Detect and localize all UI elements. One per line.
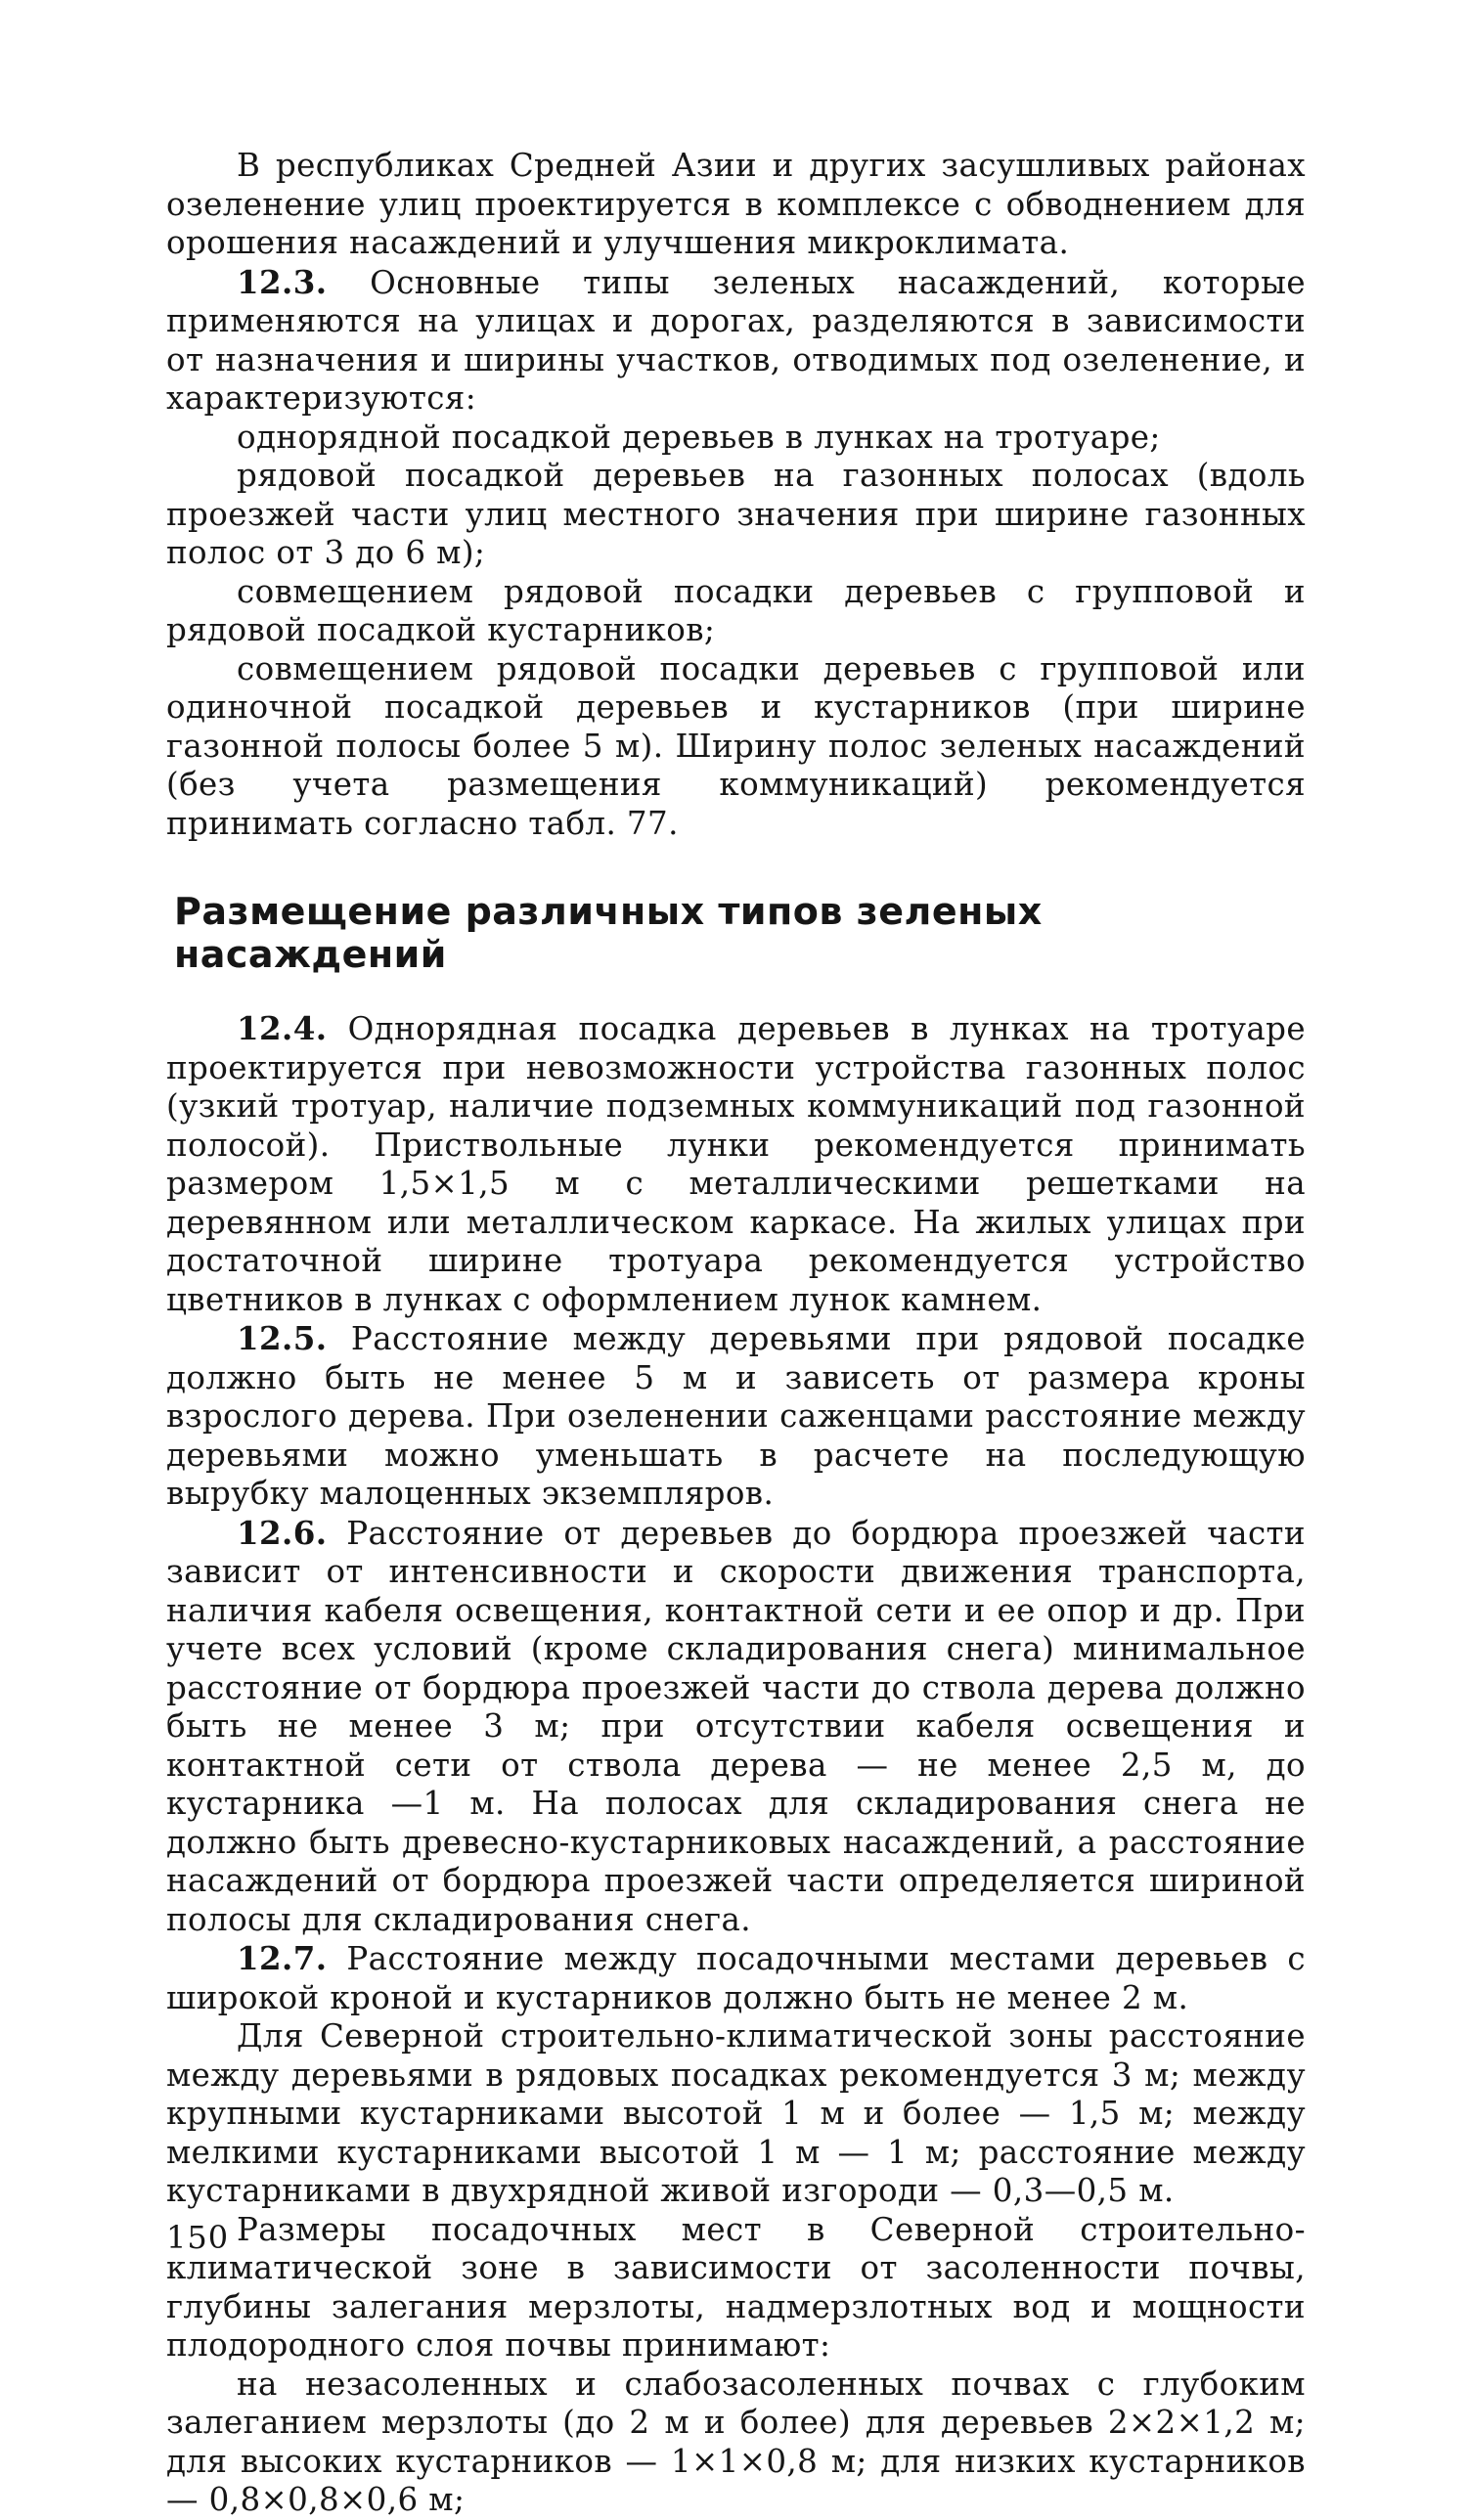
paragraph-text: Расстояние между посадочными местами деревьев с широкой кроной и кустарников должно быть не менее 2 м. [166, 1940, 1306, 2016]
paragraph-12-5 [166, 1319, 1306, 1514]
list-item-text: совмещением рядовой посадки деревьев с групповой или одиночной посадкой деревьев и кустарников (при ширине газонной полосы более 5 м). Ширину полос зеленых насаждений (без учета размещения коммуникаций) рекомендуется принимать согласно табл. 77. [166, 649, 1306, 842]
section-number: 12.7. [237, 1939, 328, 1977]
paragraph-12-3 [166, 263, 1306, 419]
section-number: 12.4. [237, 1009, 328, 1047]
section-number: 12.5. [237, 1319, 328, 1357]
section-number: 12.6. [237, 1513, 328, 1552]
paragraph-intro [166, 147, 1306, 263]
list-item-text: совмещением рядовой посадки деревьев с групповой и рядовой посадкой кустарников; [166, 572, 1306, 648]
list-item-text: однорядной посадкой деревьев в лунках на тротуаре; [237, 418, 1161, 456]
list-item [166, 573, 1306, 650]
text-block-bottom [166, 1009, 1306, 2520]
section-number: 12.3. [237, 262, 328, 301]
paragraph-north-zone [166, 2017, 1306, 2211]
page-number: 150 [166, 2219, 230, 2256]
document-page [166, 147, 1306, 2518]
paragraph-text: Размеры посадочных мест в Северной строительно-климатической зоне в зависимости от засоленности почвы, глубины залегания мерзлоты, надмерзлотных вод и мощности плодородного слоя почвы принимают: [166, 2210, 1306, 2364]
list-item [166, 457, 1306, 573]
paragraph-12-7 [166, 1939, 1306, 2017]
paragraph-text: Основные типы зеленых насаждений, которые применяются на улицах и дорогах, разделяются в зависимости от назначения и ширины участков, отводимых под озеленение, и характеризуются: [166, 263, 1306, 417]
list-item [166, 419, 1306, 458]
paragraph-text: В республиках Средней Азии и других засушливых районах озеленение улиц проектируется в комплексе с обводнением для орошения насаждений и улучшения микроклимата. [166, 147, 1306, 261]
list-item-text: рядовой посадкой деревьев на газонных полосах (вдоль проезжей части улиц местного значения при ширине газонных полос от 3 до 6 м); [166, 457, 1306, 571]
paragraph-text: Расстояние между деревьями при рядовой посадке должно быть не менее 5 м и зависеть от размера кроны взрослого дерева. При озеленении саженцами расстояние между деревьями можно уменьшать в расчете на последующую вырубку малоценных экземпляров. [166, 1320, 1306, 1512]
paragraph-planting-sizes [166, 2211, 1306, 2365]
list-item-text: на незасоленных и слабозасоленных почвах с глубоким залеганием мерзлоты (до 2 м и более) для деревьев 2×2×1,2 м; для высоких кустарников — 1×1×0,8 м; для низких кустарников — 0,8×0,8×0,6 м; [166, 2365, 1306, 2518]
text-block-top [166, 147, 1306, 843]
paragraph-text: Расстояние от деревьев до бордюра проезжей части зависит от интенсивности и скорости движения транспорта, наличия кабеля освещения, контактной сети и ее опор и др. При учете всех условий (кроме складирования снега) минимальное расстояние от бордюра проезжей части до ствола дерева должно быть не менее 3 м; при отсутствии кабеля освещения и контактной сети от ствола дерева — не менее 2,5 м, до кустарника —1 м. На полосах для складирования снега не должно быть древесно-кустарниковых насаждений, а расстояние насаждений от бордюра проезжей части определяется шириной полосы для складирования снега. [166, 1514, 1306, 1938]
paragraph-12-6 [166, 1514, 1306, 1940]
paragraph-text: Однорядная посадка деревьев в лунках на тротуаре проектируется при невозможности устройства газонных полос (узкий тротуар, наличие подземных коммуникаций под газонной полосой). Приствольные лунки рекомендуется принимать размером 1,5×1,5 м с металлическими решетками на деревянном или металлическом каркасе. На жилых улицах при достаточной ширине тротуара рекомендуется устройство цветников в лунках с оформлением лунок камнем. [166, 1010, 1306, 1318]
paragraph-12-4 [166, 1009, 1306, 1319]
list-item [166, 2365, 1306, 2520]
section-heading: Размещение различных типов зеленых насаждений [174, 890, 1043, 976]
paragraph-text: Для Северной строительно-климатической зоны расстояние между деревьями в рядовых посадках рекомендуется 3 м; между крупными кустарниками высотой 1 м и более — 1,5 м; между мелкими кустарниками высотой 1 м — 1 м; расстояние между кустарниками в двухрядной живой изгороди — 0,3—0,5 м. [166, 2017, 1306, 2209]
list-item [166, 650, 1306, 844]
